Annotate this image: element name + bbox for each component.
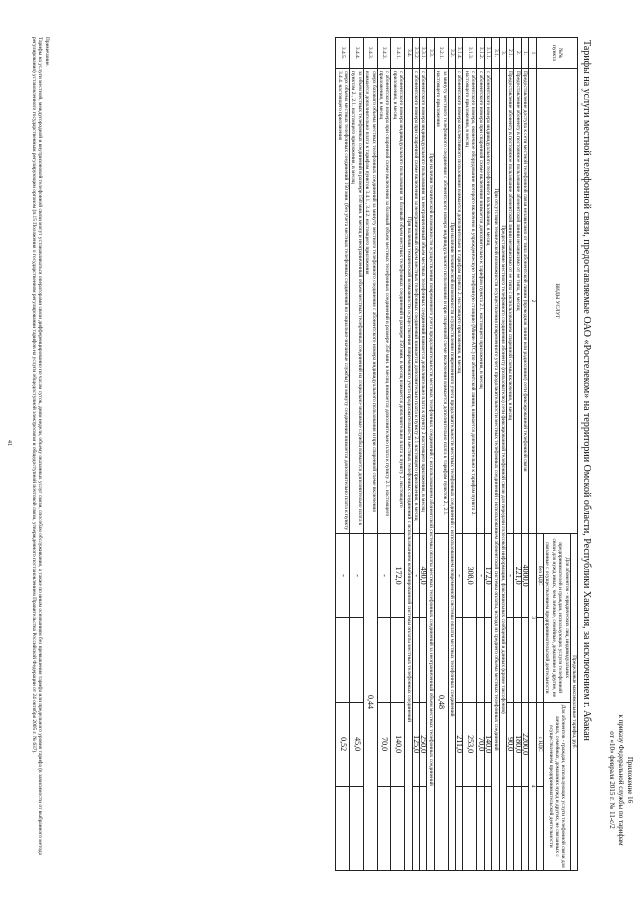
row-value-1: - bbox=[377, 534, 391, 618]
row-service: с абонентского номера при спаренной схеме включения за базовый объем местных телефонных соединений в размере 350 мин. в месяц взимается дополнительно плата к пункту 2.1. настоящего приложения, в месяц bbox=[377, 69, 391, 534]
header-no-vat: без НДС bbox=[536, 534, 543, 618]
row-number: 1. bbox=[521, 38, 528, 69]
row-number: 2. bbox=[514, 38, 521, 69]
row-number: 3.4.5. bbox=[336, 38, 350, 69]
row-value-3: 253,0 bbox=[463, 702, 477, 786]
row-value-4 bbox=[506, 786, 513, 870]
row-value-4 bbox=[420, 786, 427, 870]
row-service: сверх объема местных телефонных соединений 150 мин. (без учета местных телефонных соединений на социально-значимые службы) за минуту соединения взимается дополнительно плата к пункту 3.4.4. настоящего приложения bbox=[336, 69, 350, 534]
row-number: 3.3. bbox=[427, 38, 434, 69]
table-section-row bbox=[448, 38, 455, 871]
row-value-1: 4000,0 bbox=[521, 534, 528, 618]
table-row bbox=[363, 38, 377, 871]
appendix-line-2: к приказу Федеральной службы по тарифам bbox=[617, 714, 625, 846]
row-value-4 bbox=[377, 786, 391, 870]
appendix-line-1: Приложение 16 bbox=[626, 756, 634, 804]
row-value-4 bbox=[463, 786, 477, 870]
header-index-3: 3 bbox=[529, 534, 536, 703]
row-value-2 bbox=[420, 618, 427, 702]
row-service: с абонентского номера, оконечное оборудование которого включено в учрежденческую телефонную станцию (Мини-АТС) по абонентской линии, взимается дополнительно к тарифам пункта 2. настоящего приложения, в месяц bbox=[463, 69, 477, 534]
row-value-3: 250,0 bbox=[420, 702, 427, 786]
row-value-2 bbox=[484, 618, 491, 702]
row-value-1: - bbox=[350, 534, 364, 618]
row-value-1: 172,0 bbox=[484, 534, 491, 618]
row-service: При наличии технической возможности осуществления повременного учета продолжительности местных телефонных соединений с использованием абонентской системы оплаты местных телефонных соединений за неограниченный объем местных телефонных соединений bbox=[427, 69, 434, 871]
row-value-span: 0,44 bbox=[363, 534, 377, 871]
header-tariff-group: Предельные максимальные тарифы, руб. bbox=[570, 534, 577, 871]
row-value-4 bbox=[456, 786, 463, 870]
row-number: 3.2.1. bbox=[434, 38, 448, 69]
table-row bbox=[412, 38, 419, 871]
row-value-1: 221,0 bbox=[514, 534, 521, 618]
row-value-1: 490,0 bbox=[420, 534, 427, 618]
table-section-row bbox=[499, 38, 506, 871]
row-value-3: 140,0 bbox=[484, 702, 491, 786]
row-value-3: 70,0 bbox=[377, 702, 391, 786]
notes-heading: Примечание. bbox=[44, 37, 50, 67]
header-index-1: 1 bbox=[529, 38, 536, 69]
row-service: При наличии технической возможности осуществления повременного учета продолжительности местных телефонных соединений с использованием повременной системы оплаты местных телефонных соединений bbox=[448, 69, 455, 871]
row-number: 3.2. bbox=[448, 38, 455, 69]
table-row bbox=[477, 38, 484, 871]
row-value-2 bbox=[506, 618, 513, 702]
row-value-4 bbox=[477, 786, 484, 870]
row-number: 3.1. bbox=[492, 38, 499, 69]
row-number: 3.1.3. bbox=[463, 38, 477, 69]
document-title: Тарифы на услуги местной телефонной связи, предоставляемые ОАО «Ростелеком» на территории Омской области, Республики Хакасия, за исключением г. Абакан bbox=[581, 40, 592, 741]
row-value-2 bbox=[350, 618, 364, 702]
row-value-2 bbox=[391, 618, 405, 702]
row-number: 3. bbox=[499, 38, 506, 69]
row-number: 3.1.1. bbox=[484, 38, 491, 69]
row-value-3: 0,52 bbox=[336, 702, 350, 786]
row-service: за объем местных телефонных соединений в размере 150 мин. в месяц и неограниченный объем местных телефонных соединений на социально-значимые службы взимается дополнительно плата к пунктам 2., 2.1. настоящего приложения, в месяц bbox=[350, 69, 364, 534]
row-number: 3.3.2. bbox=[412, 38, 419, 69]
row-value-3: 125,0 bbox=[412, 702, 419, 786]
row-value-span: 0,48 bbox=[434, 534, 448, 871]
row-service: Предоставление абоненту в постоянное пользование абонентской линии независимо от ее типа, в месяц bbox=[514, 69, 521, 534]
row-value-2 bbox=[336, 618, 350, 702]
row-value-1: - bbox=[477, 534, 484, 618]
row-service: с абонентского номера индивидуального телефонного пользования, в месяц bbox=[484, 69, 491, 534]
header-blank-1 bbox=[536, 618, 543, 702]
row-number: 3.3.1. bbox=[420, 38, 427, 69]
table-row bbox=[506, 38, 513, 871]
row-number: 3.1.4. bbox=[456, 38, 463, 69]
row-value-4 bbox=[484, 786, 491, 870]
header-with-vat: с НДС bbox=[536, 702, 543, 786]
row-value-2 bbox=[456, 618, 463, 702]
row-number: 3.4.3. bbox=[363, 38, 377, 69]
row-value-3: 2200,0 bbox=[521, 702, 528, 786]
appendix-header bbox=[607, 680, 634, 880]
row-value-3: 45,0 bbox=[350, 702, 364, 786]
row-value-2 bbox=[377, 618, 391, 702]
row-value-3: 140,0 bbox=[391, 702, 405, 786]
row-service: с абонентского номера коллективного пользования взимается дополнительно к тарифам пункта 2. настоящего приложения, в месяц bbox=[456, 69, 463, 534]
row-service: с абонентского номера при спаренной схеме включения за неограниченный объем местных телефонных соединений взимается дополнительно плата к пункту 2.1 настоящего приложения, в месяц bbox=[412, 69, 419, 534]
header-service: ВИДЫ УСЛУГ bbox=[536, 69, 577, 534]
row-value-2 bbox=[463, 618, 477, 702]
row-service: сверх базового объема местных телефонных соединений за минуту местного телефонного соединения с абонентского номера индивидуального пользования и при спаренной схеме включения взимается дополнительно плата к тарифам пунктов 3.4.1., 3.4.2. настоящего приложения bbox=[363, 69, 377, 534]
row-number: 3.1.2. bbox=[477, 38, 484, 69]
row-value-3: 211,0 bbox=[456, 702, 463, 786]
row-service: Предоставление абоненту в постоянное пользование абонентской линии независимо от ее типа с использованием спаренной схемы включения, в месяц bbox=[506, 69, 513, 534]
table-row bbox=[456, 38, 463, 871]
row-value-3: 180,0 bbox=[514, 702, 521, 786]
table-row bbox=[377, 38, 391, 871]
row-service: При отсутствии технической возможности осуществления повременного учета продолжительности местных телефонных соединений с использованием абонентской системы оплаты, исходя из среднего объема местных телефонных соединений bbox=[492, 69, 499, 871]
row-value-1: 308,0 bbox=[463, 534, 477, 618]
header-index-2: 2 bbox=[529, 69, 536, 534]
row-number: 3.4. bbox=[405, 38, 412, 69]
row-service: с абонентского номера индивидуального пользования за базовый объем местных телефонных соединений в размере 350 мин. в месяц взимается дополнительно плата к пункту 2. настоящего приложения, в месяц bbox=[391, 69, 405, 534]
table-section-row bbox=[427, 38, 434, 871]
row-value-1: - bbox=[456, 534, 463, 618]
row-value-4 bbox=[514, 786, 521, 870]
row-value-4 bbox=[412, 786, 419, 870]
row-value-1: - bbox=[412, 534, 419, 618]
table-row bbox=[391, 38, 405, 871]
header-blank-2 bbox=[536, 786, 543, 870]
row-value-1: - bbox=[506, 534, 513, 618]
row-number: 3.4.4. bbox=[350, 38, 364, 69]
row-value-2 bbox=[477, 618, 484, 702]
row-number: 2.1. bbox=[506, 38, 513, 69]
row-service: с абонентского номера индивидуального пользования за неограниченный объем местных телефонных соединений взимается дополнительно плата к пункту 2 настоящего приложения, в месяц bbox=[420, 69, 427, 534]
row-value-3: 90,0 bbox=[506, 702, 513, 786]
page-number: 41 bbox=[6, 440, 12, 446]
row-value-3: 70,0 bbox=[477, 702, 484, 786]
header-group-citizens: Для абонентов - граждан, использующих услуги телефонной связи для личных, семейных, домашних нужд и других, не связанных с осуществлением предпринимательской деятельности bbox=[543, 702, 570, 871]
table-row bbox=[336, 38, 350, 871]
row-value-1: - bbox=[336, 534, 350, 618]
row-value-4 bbox=[350, 786, 364, 870]
row-value-2 bbox=[514, 618, 521, 702]
notes-text: Тарифы на услуги местной, междугородной и внутризоновой телефонной связи могут устанавливаться операторами связи дифференцированно по часам суток, дням недели, объему оказанных услуг связи, способам обслуживания, а также по иным основаниям без превышения тарифа или предельного уровня тарифа (в зависимости от выбранного метода регулирования) установленного государственным регулирующим органом (п.15 Положения о государственном регулировании тарифов на услуги общедоступной электросвязи и общедоступной почтовой связи, утвержденного постановлением Правительства Российской Федерации от 24 октября 2005 г. № 637). bbox=[30, 37, 44, 856]
tariff-table bbox=[335, 37, 578, 871]
row-value-2 bbox=[412, 618, 419, 702]
row-number: 3.4.2. bbox=[377, 38, 391, 69]
notes bbox=[30, 37, 50, 871]
tariff-table-body bbox=[336, 38, 529, 871]
row-value-4 bbox=[391, 786, 405, 870]
table-row bbox=[463, 38, 477, 871]
row-service: Предоставление доступа к сети местной телефонной связи независимо от типа абонентской линии (проводная линия или радиолиния) сети фиксированной телефонной связи bbox=[521, 69, 528, 534]
row-value-4 bbox=[336, 786, 350, 870]
row-number: 3.4.1. bbox=[391, 38, 405, 69]
header-index-4: 4 bbox=[529, 702, 536, 871]
table-section-row bbox=[405, 38, 412, 871]
header-group-legal: Для абонентов - юридических лиц, индивидуальных предпринимателей и граждан, использующих услуги телефонной связи для нужд иных, чем личные, семейные, домашние и другие, не связанные с осуществлением предпринимательской деятельности bbox=[543, 534, 570, 703]
row-service: При наличии технической возможности осуществления повременного учета продолжительности местных телефонных соединений с использованием комбинированной системы оплаты местных телефонных соединений bbox=[405, 69, 412, 871]
row-service: за минуту местного телефонного соединения с абонентского номера индивидуального пользования и при спаренной схеме включения взимается дополнительно плата к тарифам пунктов 2., 2.1. настоящего приложения bbox=[434, 69, 448, 534]
row-value-4 bbox=[521, 786, 528, 870]
table-row bbox=[350, 38, 364, 871]
row-service: с абонентского номера при спаренной схеме включения взимается дополнительно к тарифам пункта 2.1. настоящего приложения, в месяц bbox=[477, 69, 484, 534]
row-value-1: 172,0 bbox=[391, 534, 405, 618]
table-row bbox=[434, 38, 448, 871]
appendix-line-3: от «10» февраля 2015 г. № 11-с/2 bbox=[608, 731, 616, 829]
row-value-2 bbox=[521, 618, 528, 702]
header-num: №№ пункта bbox=[536, 38, 577, 69]
row-service: Предоставление местного телефонного соединения абоненту (пользователю) сети фиксированной телефонной связи для передачи голосовой информации, факсимильных сообщений и данных (кроме таксофонов) bbox=[499, 69, 506, 871]
